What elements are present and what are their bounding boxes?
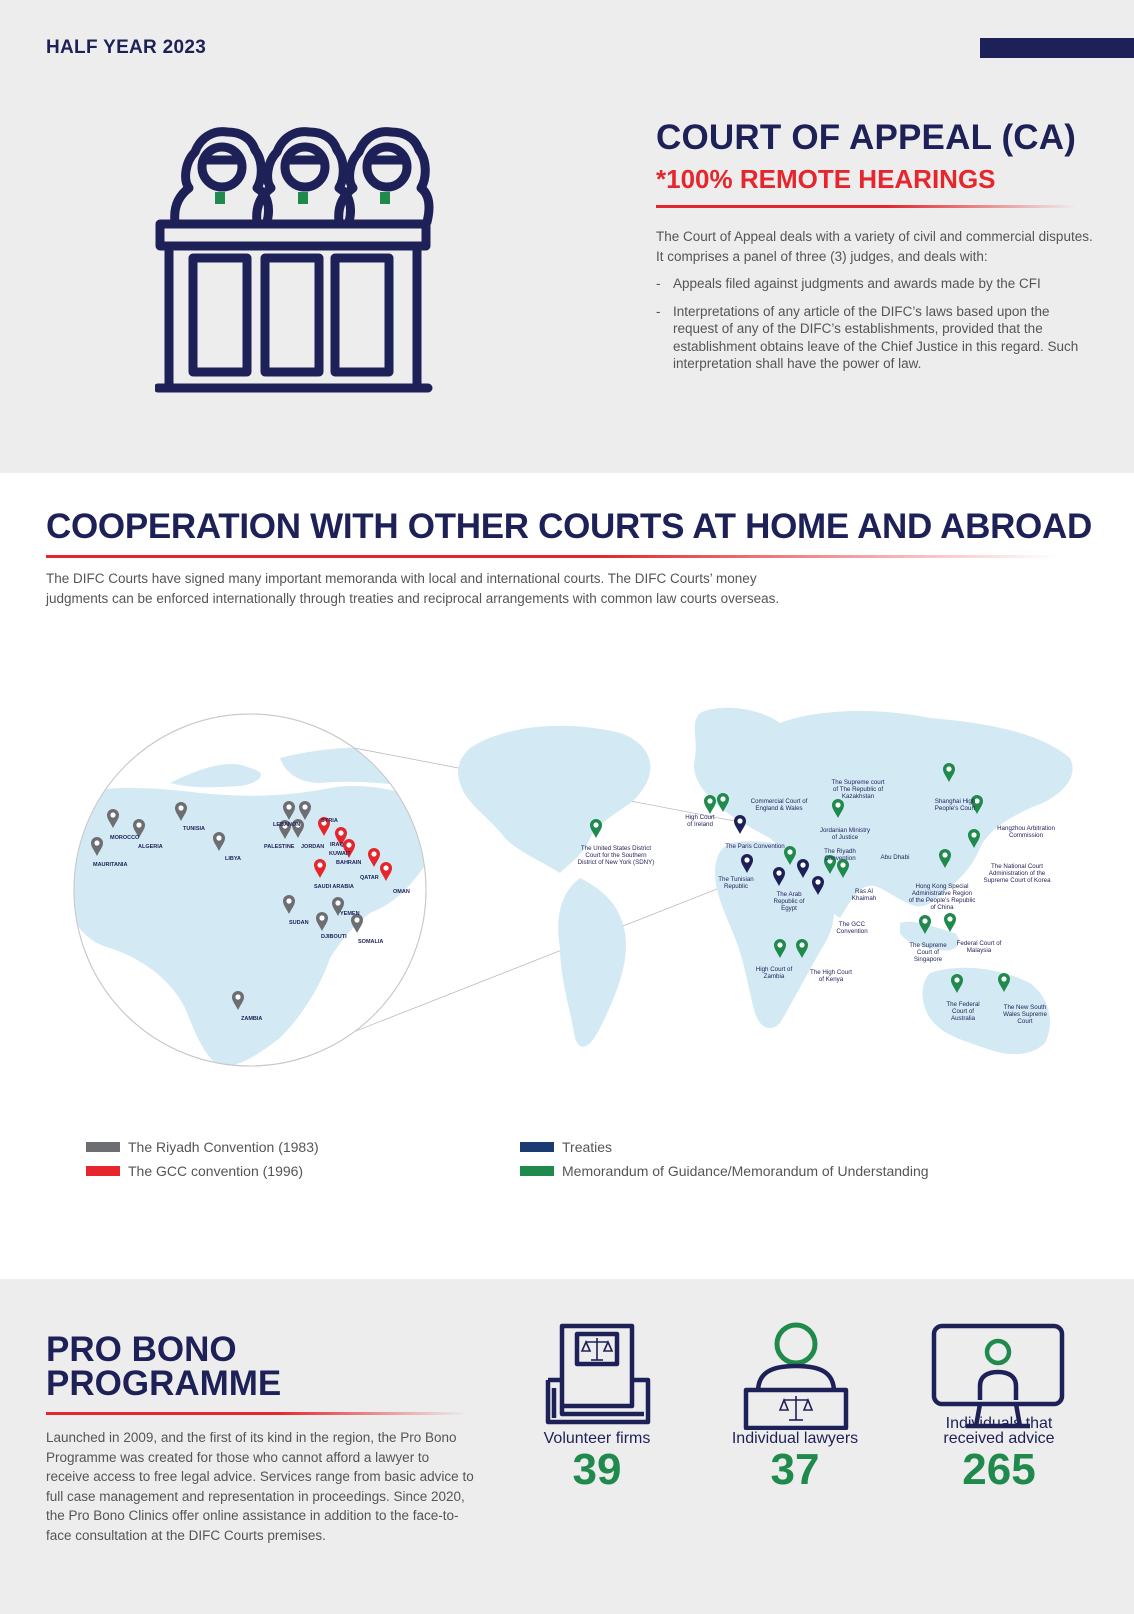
map-label: Court for the Southern xyxy=(585,852,647,859)
country-label: ZAMBIA xyxy=(241,1016,263,1022)
map-label: Hong Kong Special xyxy=(915,883,969,890)
map-label: of Ireland xyxy=(687,821,713,828)
map-label: of the People’s Republic xyxy=(908,897,976,904)
map-label: The Arab xyxy=(776,891,802,898)
lawyer-icon xyxy=(742,1322,850,1430)
continents xyxy=(458,708,1073,1054)
list-item: - Appeals filed against judgments and awards made by the CFI xyxy=(656,275,1096,293)
map-label: Republic of xyxy=(773,898,805,905)
map-label: Federal Court of xyxy=(956,940,1002,947)
country-label: PALESTINE xyxy=(264,844,295,850)
map-label: Administration of the xyxy=(988,870,1046,877)
stat-individuals-advised xyxy=(899,1416,1099,1494)
court-of-appeal-section xyxy=(0,0,1134,473)
court-of-appeal-list xyxy=(656,275,1096,383)
stat-label xyxy=(899,1416,1099,1446)
country-label: MAURITANIA xyxy=(93,862,128,868)
cooperation-text: The DIFC Courts have signed many important memoranda with local and international courts. The DIFC Courts’ money judgments can be enforced internationally through treaties and reciprocal arrangements with common law courts overseas. xyxy=(46,571,780,606)
svg-text:Commercial Court ofEngland & W xyxy=(751,798,808,812)
map-label: Court of xyxy=(916,949,940,956)
map-label: People’s Court xyxy=(934,805,976,812)
list-item: - Interpretations of any article of the DIFC’s laws based upon the request of any of the DIFC’s establishments, provided that the establishment obtains leave of the Chief Justice in this regard. Such interpretation shall have the power of law. xyxy=(656,303,1096,373)
map-label: Convention xyxy=(836,928,868,935)
map-label: Shanghai High xyxy=(934,798,976,805)
pro-bono-section xyxy=(0,1279,1134,1614)
pro-bono-title xyxy=(46,1330,366,1403)
map-label: Administrative Region xyxy=(911,890,973,897)
map-label: Hangzhou Arbitration xyxy=(997,825,1055,832)
country-label: SYRIA xyxy=(321,818,338,824)
map-label: The Supreme court xyxy=(831,779,885,786)
map-label: Singapore xyxy=(913,956,943,963)
map-label: Jordanian Ministry xyxy=(819,827,871,834)
map-label: Australia xyxy=(950,1015,976,1022)
legend-riyadh xyxy=(86,1139,319,1155)
report-period: HALF YEAR 2023 xyxy=(46,37,207,58)
map-label: Supreme Court of Korea xyxy=(983,877,1051,884)
svg-text:Abu Dhabi xyxy=(881,854,910,861)
legend-label: Memorandum of Guidance/Memorandum of Understanding xyxy=(562,1163,929,1179)
svg-text:Hong Kong SpecialAdministrativ xyxy=(909,883,976,911)
map-label: of Justice xyxy=(831,834,859,841)
stat-value: 265 xyxy=(962,1445,1036,1494)
title-underline xyxy=(656,205,1076,208)
svg-text:High Courtof Ireland xyxy=(685,814,715,828)
legend-swatch xyxy=(86,1166,120,1176)
country-label: QATAR xyxy=(360,875,379,881)
map-label: Commercial Court of xyxy=(750,798,808,805)
country-label: KUWAIT xyxy=(329,851,351,857)
country-label: LIBYA xyxy=(225,856,241,862)
title-underline xyxy=(46,1412,466,1415)
svg-text:The Paris Convention xyxy=(725,843,785,850)
regional-zoom-circle xyxy=(60,714,430,1066)
map-label: The National Court xyxy=(991,863,1043,870)
map-label: The Riyadh xyxy=(824,848,856,855)
legend-swatch xyxy=(520,1166,554,1176)
country-label: SOMALIA xyxy=(358,939,384,945)
svg-text:The National CourtAdministrati xyxy=(983,863,1051,884)
legend-swatch xyxy=(520,1142,554,1152)
map-label: Zambia xyxy=(763,973,785,980)
svg-text:Shanghai HighPeople’s Court xyxy=(935,798,976,812)
stat-label: Individual lawyers xyxy=(731,1430,859,1447)
map-label: The GCC xyxy=(838,921,866,928)
svg-text:Federal Court ofMalaysia xyxy=(957,940,1002,954)
map-label: Khaimah xyxy=(851,895,877,902)
legend-swatch xyxy=(86,1142,120,1152)
map-label: Malaysia xyxy=(966,947,992,954)
map-label: Republic xyxy=(723,883,749,890)
stat-label-line: Individuals that xyxy=(945,1415,1053,1432)
map-label: The Supreme xyxy=(909,942,947,949)
country-label: IRAQ xyxy=(330,842,344,848)
map-label: Ras Al xyxy=(855,888,873,895)
map-label: The Federal xyxy=(946,1001,980,1008)
country-label: ALGERIA xyxy=(138,844,163,850)
pro-bono-title-line1: PRO BONO xyxy=(46,1330,237,1369)
stat-individual-lawyers xyxy=(695,1416,895,1494)
country-label: MOROCCO xyxy=(110,835,140,841)
map-label: The Paris Convention xyxy=(725,843,785,850)
map-label: of China xyxy=(930,904,954,911)
legend-label: The Riyadh Convention (1983) xyxy=(128,1139,319,1155)
svg-text:The United States DistrictCour xyxy=(578,845,655,866)
online-advice-icon xyxy=(930,1322,1066,1430)
title-underline xyxy=(46,555,1056,558)
country-label: SAUDI ARABIA xyxy=(314,884,354,890)
stat-value: 39 xyxy=(572,1445,622,1494)
svg-text:Hangzhou ArbitrationCommission xyxy=(997,825,1055,839)
map-label: Commission xyxy=(1008,832,1044,839)
judges-panel-icon xyxy=(155,122,435,402)
pro-bono-text: Launched in 2009, and the first of its kind in the region, the Pro Bono Programme was created for those who cannot afford a lawyer to receive access to free legal advice. Services range from basic advice to full case management and representation in proceedings. Since 2020, the Pro Bono Clinics offer online assistance in addition to the face-to-face consultation at the DIFC Courts premises. xyxy=(46,1430,474,1543)
country-label: OMAN xyxy=(393,889,410,895)
svg-text:The RiyadhConvention xyxy=(824,848,856,862)
legend-mou xyxy=(520,1163,929,1179)
map-label: High Court of xyxy=(755,966,793,973)
country-label: TUNISIA xyxy=(183,826,205,832)
stat-value: 37 xyxy=(770,1445,820,1494)
map-label: of The Republic of xyxy=(832,786,884,793)
map-label: The High Court xyxy=(810,969,852,976)
stat-label: Volunteer firms xyxy=(543,1430,651,1447)
country-label: DJIBOUTI xyxy=(321,934,347,940)
world-map xyxy=(0,688,1134,1108)
map-label: Egypt xyxy=(781,905,797,912)
court-of-appeal-title: COURT OF APPEAL (CA) xyxy=(656,118,1077,157)
country-label: JORDAN xyxy=(301,844,325,850)
map-label: of Kenya xyxy=(818,976,844,983)
legend-label: Treaties xyxy=(562,1139,613,1155)
court-of-appeal-intro: The Court of Appeal deals with a variety of civil and commercial disputes. It comprises a panel of three (3) judges, and deals with: xyxy=(656,229,1093,264)
stat-label-line: received advice xyxy=(943,1430,1055,1447)
map-label: England & Wales xyxy=(755,805,803,812)
cooperation-title: COOPERATION WITH OTHER COURTS AT HOME AND ABROAD xyxy=(46,507,1092,546)
map-label: The New South xyxy=(1003,1004,1047,1011)
pro-bono-title-line2: PROGRAMME xyxy=(46,1364,282,1403)
country-label: SUDAN xyxy=(289,920,309,926)
map-label: Kazakhstan xyxy=(841,793,875,800)
stat-volunteer-firms xyxy=(497,1416,697,1494)
map-label: Court xyxy=(1017,1018,1033,1025)
map-label: Abu Dhabi xyxy=(880,854,910,861)
legend-treaties xyxy=(520,1139,612,1155)
country-label: BAHRAIN xyxy=(336,860,362,866)
remote-hearings-subtitle: *100% REMOTE HEARINGS xyxy=(656,164,996,194)
law-book-icon xyxy=(544,1322,652,1430)
cooperation-section xyxy=(0,473,1134,1279)
map-label: High Court xyxy=(685,814,715,821)
map-label: Convention xyxy=(824,855,856,862)
svg-text:The High Courtof Kenya xyxy=(810,969,852,983)
map-label: The Tunisian xyxy=(718,876,754,883)
svg-text:The SupremeCourt ofSingapore xyxy=(909,942,947,963)
header-accent-bar xyxy=(980,38,1134,58)
country-label: YEMEN xyxy=(340,911,360,917)
map-label: Court of xyxy=(951,1008,975,1015)
svg-text:The GCCConvention xyxy=(836,921,868,935)
map-label: Wales Supreme xyxy=(1003,1011,1047,1018)
legend-label: The GCC convention (1996) xyxy=(128,1163,304,1179)
map-label: The United States District xyxy=(580,845,652,852)
country-label: LEBANON xyxy=(273,822,301,828)
svg-text:Ras AlKhaimah xyxy=(852,888,877,902)
map-label: District of New York (SDNY) xyxy=(577,859,655,866)
legend-gcc xyxy=(86,1163,303,1179)
